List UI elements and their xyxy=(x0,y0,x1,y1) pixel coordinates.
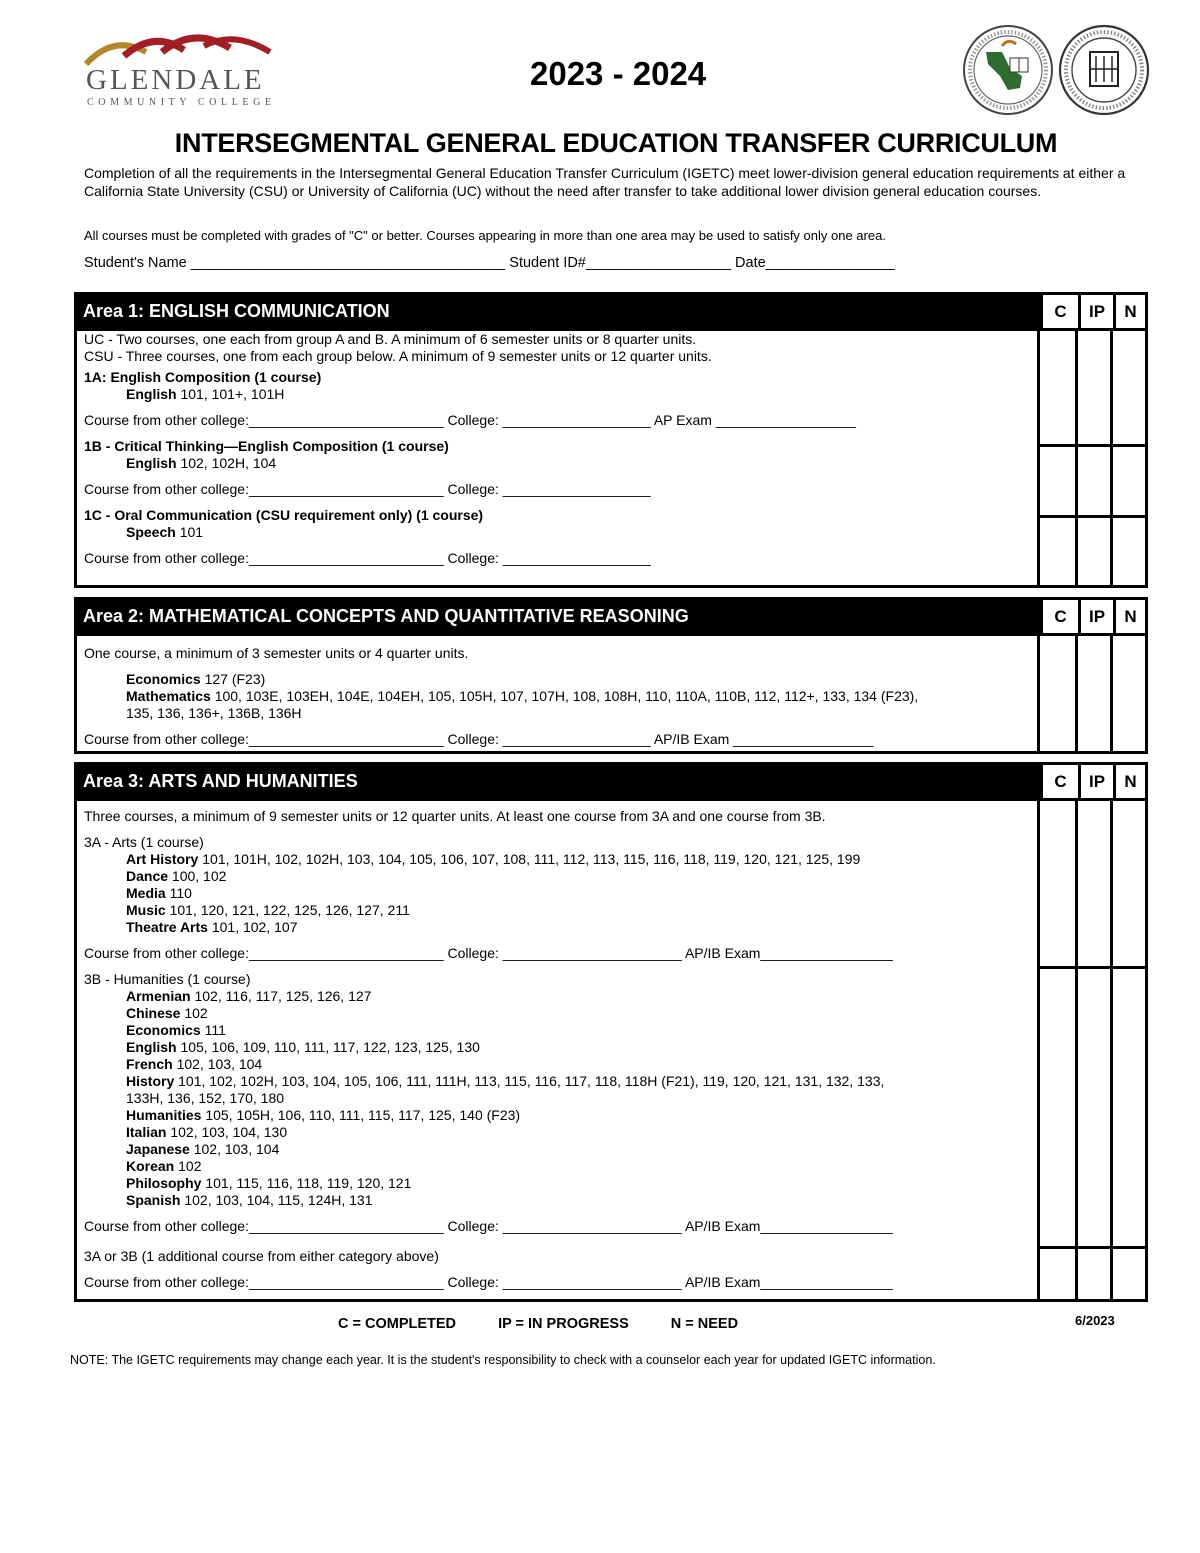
course-numbers: 102, 116, 117, 125, 126, 127 xyxy=(190,988,372,1004)
group-3a-other-college[interactable]: Course from other college:_________________________ College: _______________________ AP/IB Exam_________________ xyxy=(84,945,893,961)
academic-year: 2023 - 2024 xyxy=(530,55,707,92)
logo-arches-icon xyxy=(84,30,274,66)
area-3-content xyxy=(84,808,1034,1291)
status-header-ip: IP xyxy=(1078,600,1113,633)
course-numbers: 101, 102, 102H, 103, 104, 105, 106, 111, 111H, 113, 115, 116, 117, 118, 118H (F21), 119, 120, 121, 131, 132, 133, xyxy=(174,1073,885,1089)
course-line xyxy=(84,988,1034,1005)
course-numbers-continued: 133H, 136, 152, 170, 180 xyxy=(126,1090,285,1106)
csu-seal-icon xyxy=(962,24,1054,116)
course-line xyxy=(84,919,1034,936)
area-2-section xyxy=(74,597,1148,754)
area-1-content xyxy=(84,331,1034,567)
course-line xyxy=(84,1192,1034,1209)
legend-completed: C = COMPLETED xyxy=(338,1316,457,1332)
course-line xyxy=(84,1175,1034,1192)
course-line xyxy=(84,885,1034,902)
course-numbers: 101, 101H, 102, 102H, 103, 104, 105, 106, 107, 108, 111, 112, 113, 115, 116, 118, 119, 120, 121, 125, 199 xyxy=(198,851,861,867)
course-numbers: 102 xyxy=(174,1158,202,1174)
area-3-section xyxy=(74,762,1148,1302)
group-1a-title: 1A: English Composition (1 course) xyxy=(84,369,322,385)
course-line xyxy=(84,868,1034,885)
course-subject: Speech xyxy=(126,524,176,540)
course-line xyxy=(84,1056,1034,1073)
status-header-ip: IP xyxy=(1078,295,1113,328)
course-numbers: 101 xyxy=(175,524,204,540)
course-subject: Spanish xyxy=(126,1192,181,1208)
course-numbers: 111 xyxy=(200,1022,226,1038)
revision-date: 6/2023 xyxy=(1075,1313,1115,1328)
course-line xyxy=(84,1141,1034,1158)
course-numbers: 102, 103, 104, 130 xyxy=(166,1124,288,1140)
course-line xyxy=(84,1124,1034,1141)
status-header-n: N xyxy=(1113,765,1145,798)
course-subject: Japanese xyxy=(126,1141,190,1157)
course-line xyxy=(84,1073,1034,1090)
logo-name: GLENDALE xyxy=(86,64,265,96)
course-numbers: 102, 103, 104 xyxy=(189,1141,280,1157)
area-2-content xyxy=(84,645,1034,748)
course-subject: Theatre Arts xyxy=(126,919,208,935)
group-1a-other-college[interactable]: Course from other college:_________________________ College: ___________________ AP Exam __________________ xyxy=(84,412,856,428)
status-legend xyxy=(338,1316,776,1332)
group-1b-title: 1B - Critical Thinking—English Composition (1 course) xyxy=(84,438,449,454)
group-1c-other-college[interactable]: Course from other college:_________________________ College: ___________________ xyxy=(84,550,651,566)
page-header xyxy=(0,0,1200,130)
course-numbers: 101, 102, 107 xyxy=(207,919,298,935)
course-numbers: 105, 106, 109, 110, 111, 117, 122, 123, 125, 130 xyxy=(176,1039,480,1055)
course-numbers: 102, 102H, 104 xyxy=(176,455,277,471)
course-subject: Economics xyxy=(126,1022,201,1038)
group-1c-title: 1C - Oral Communication (CSU requirement only) (1 course) xyxy=(84,507,484,523)
legend-in-progress: IP = IN PROGRESS xyxy=(498,1316,629,1332)
course-subject: French xyxy=(126,1056,173,1072)
area-1-title: Area 1: ENGLISH COMMUNICATION xyxy=(77,295,1040,328)
course-subject: Italian xyxy=(126,1124,167,1140)
course-subject: History xyxy=(126,1073,175,1089)
uc-requirement-note: UC - Two courses, one each from group A and B. A minimum of 6 semester units or 8 quarter units. xyxy=(84,331,697,347)
status-header-c: C xyxy=(1040,295,1078,328)
course-numbers: 102, 103, 104, 115, 124H, 131 xyxy=(180,1192,373,1208)
uc-seal-icon xyxy=(1058,24,1150,116)
group-3b-other-college[interactable]: Course from other college:_________________________ College: _______________________ AP/IB Exam_________________ xyxy=(84,1218,893,1234)
legend-need: N = NEED xyxy=(670,1316,739,1332)
student-info-line[interactable]: Student's Name _______________________________________ Student ID#__________________ Date________________ xyxy=(84,255,895,271)
course-numbers-continued: 135, 136, 136+, 136B, 136H xyxy=(126,705,302,721)
course-subject: Korean xyxy=(126,1158,175,1174)
course-subject: English xyxy=(126,455,177,471)
area-1-section xyxy=(74,292,1148,588)
course-subject: Mathematics xyxy=(126,688,211,704)
course-subject: Music xyxy=(126,902,166,918)
area-2-other-college[interactable]: Course from other college:_________________________ College: ___________________ AP/IB Exam __________________ xyxy=(84,731,874,747)
course-subject: Economics xyxy=(126,671,201,687)
course-line xyxy=(84,902,1034,919)
course-subject: Philosophy xyxy=(126,1175,202,1191)
intro-paragraph: Completion of all the requirements in the Intersegmental General Education Transfer Curriculum (IGETC) meet lower-division general education requirements at either a California State University (CSU) or University of California (UC) without the need after transfer to take additional lower division general education courses. xyxy=(84,165,1126,199)
course-numbers: 110 xyxy=(165,885,192,901)
footnote: NOTE: The IGETC requirements may change each year. It is the student's responsibility to check with a counselor each year for updated IGETC information. xyxy=(70,1353,936,1367)
status-header-n: N xyxy=(1113,295,1145,328)
course-line xyxy=(84,1039,1034,1056)
course-line xyxy=(84,1022,1034,1039)
area-3-requirement-note: Three courses, a minimum of 9 semester units or 12 quarter units. At least one course from 3A and one course from 3B. xyxy=(84,808,826,824)
course-numbers: 100, 103E, 103EH, 104E, 104EH, 105, 105H, 107, 107H, 108, 108H, 110, 110A, 110B, 112, 112+, 133, 134 (F23), xyxy=(210,688,919,704)
course-line xyxy=(84,1107,1034,1124)
area-2-title: Area 2: MATHEMATICAL CONCEPTS AND QUANTITATIVE REASONING xyxy=(77,600,1040,633)
course-line xyxy=(84,1158,1034,1175)
course-numbers: 100, 102 xyxy=(168,868,227,884)
course-numbers: 101, 120, 121, 122, 125, 126, 127, 211 xyxy=(165,902,410,918)
csu-requirement-note: CSU - Three courses, one from each group below. A minimum of 9 semester units or 12 quarter units. xyxy=(84,348,712,364)
status-header-c: C xyxy=(1040,765,1078,798)
group-1b-other-college[interactable]: Course from other college:_________________________ College: ___________________ xyxy=(84,481,651,497)
course-subject: Armenian xyxy=(126,988,191,1004)
course-subject: Art History xyxy=(126,851,199,867)
course-subject: Media xyxy=(126,885,166,901)
status-header-ip: IP xyxy=(1078,765,1113,798)
course-numbers: 127 (F23) xyxy=(200,671,266,687)
status-header-c: C xyxy=(1040,600,1078,633)
course-numbers: 105, 105H, 106, 110, 111, 115, 117, 125, 140 (F23) xyxy=(201,1107,521,1123)
logo-subtitle: COMMUNITY COLLEGE xyxy=(87,97,276,108)
area-3-title: Area 3: ARTS AND HUMANITIES xyxy=(77,765,1040,798)
course-subject: English xyxy=(126,386,177,402)
course-numbers: 102, 103, 104 xyxy=(172,1056,263,1072)
group-3ab-title: 3A or 3B (1 additional course from either category above) xyxy=(84,1248,439,1264)
glendale-logo xyxy=(84,30,284,110)
course-subject: Humanities xyxy=(126,1107,202,1123)
course-subject: English xyxy=(126,1039,177,1055)
course-numbers: 101, 115, 116, 118, 119, 120, 121 xyxy=(201,1175,412,1191)
course-line xyxy=(84,851,1034,868)
group-3a-title: 3A - Arts (1 course) xyxy=(84,834,204,850)
grade-rule-note: All courses must be completed with grades of "C" or better. Courses appearing in more than one area may be used to satisfy only one area. xyxy=(84,228,886,243)
course-numbers: 101, 101+, 101H xyxy=(176,386,285,402)
page-title: INTERSEGMENTAL GENERAL EDUCATION TRANSFER CURRICULUM xyxy=(174,128,1058,158)
course-subject: Chinese xyxy=(126,1005,181,1021)
area-2-requirement-note: One course, a minimum of 3 semester units or 4 quarter units. xyxy=(84,645,469,661)
course-subject: Dance xyxy=(126,868,169,884)
course-numbers: 102 xyxy=(180,1005,208,1021)
course-line xyxy=(84,1005,1034,1022)
status-header-n: N xyxy=(1113,600,1145,633)
group-3ab-other-college[interactable]: Course from other college:_________________________ College: _______________________ AP/IB Exam_________________ xyxy=(84,1274,893,1290)
group-3b-title: 3B - Humanities (1 course) xyxy=(84,971,251,987)
